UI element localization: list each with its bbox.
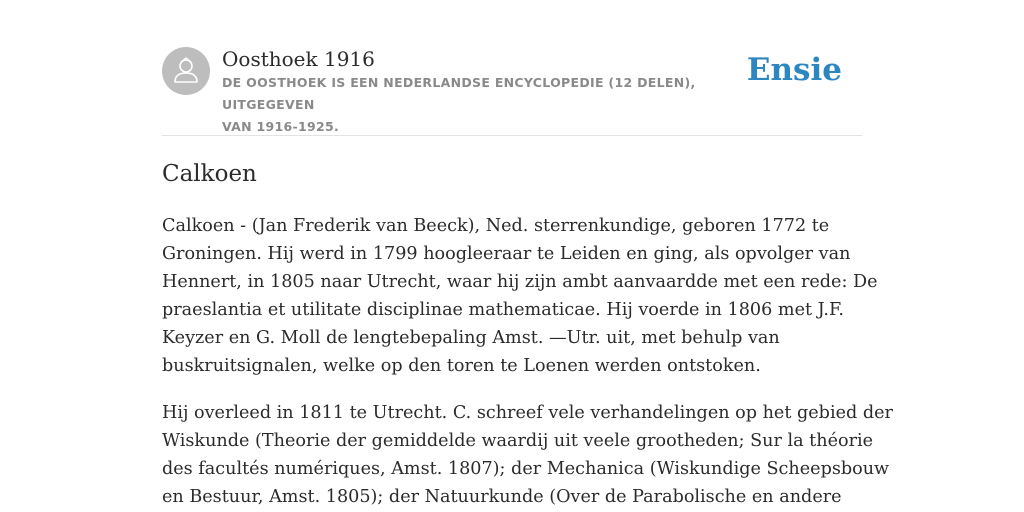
paragraph-line: Hij overleed in 1811 te Utrecht. C. schreef vele verhandelingen op het gebied der [162, 403, 893, 423]
paragraph-line: des facultés numériques, Amst. 1807); der Mechanica (Wiskundige Scheepsbouw [162, 459, 890, 479]
avatar[interactable] [162, 47, 210, 95]
source-description-line: DE OOSTHOEK IS EEN NEDERLANDSE ENCYCLOPEDIE (12 DELEN), UITGEGEVEN [222, 75, 696, 112]
paragraph-line: Wiskunde (Theorie der gemiddelde waardij uit veele grootheden; Sur la théorie [162, 431, 874, 451]
source-title[interactable]: Oosthoek 1916 [222, 47, 375, 71]
paragraph-line: Calkoen - (Jan Frederik van Beeck), Ned. sterrenkundige, geboren 1772 te [162, 216, 830, 236]
paragraph-line: Keyzer en G. Moll de lengtebepaling Amst. —Utr. uit, met behulp van [162, 328, 780, 348]
article-title: Calkoen [162, 161, 257, 187]
article-body [162, 212, 893, 512]
paragraph-line: en Bestuur, Amst. 1805); der Natuurkunde (Over de Parabolische en andere [162, 487, 842, 507]
article-paragraph [162, 212, 878, 380]
ensie-logo-link[interactable]: Ensie [746, 52, 842, 88]
source-description-line: VAN 1916-1925. [222, 119, 340, 134]
header-divider [162, 135, 862, 136]
user-icon [162, 47, 210, 95]
source-description [222, 72, 762, 138]
paragraph-line: buskruitsignalen, welke op den toren te Loenen werden ontstoken. [162, 356, 761, 376]
paragraph-line: praeslantia et utilitate disciplinae mathematicae. Hij voerde in 1806 met J.F. [162, 300, 845, 320]
paragraph-line: Groningen. Hij werd in 1799 hoogleeraar te Leiden en ging, als opvolger van [162, 244, 851, 264]
source-header [162, 44, 862, 134]
article-paragraph [162, 399, 893, 511]
paragraph-line: Hennert, in 1805 naar Utrecht, waar hij zijn ambt aanvaardde met een rede: De [162, 272, 878, 292]
